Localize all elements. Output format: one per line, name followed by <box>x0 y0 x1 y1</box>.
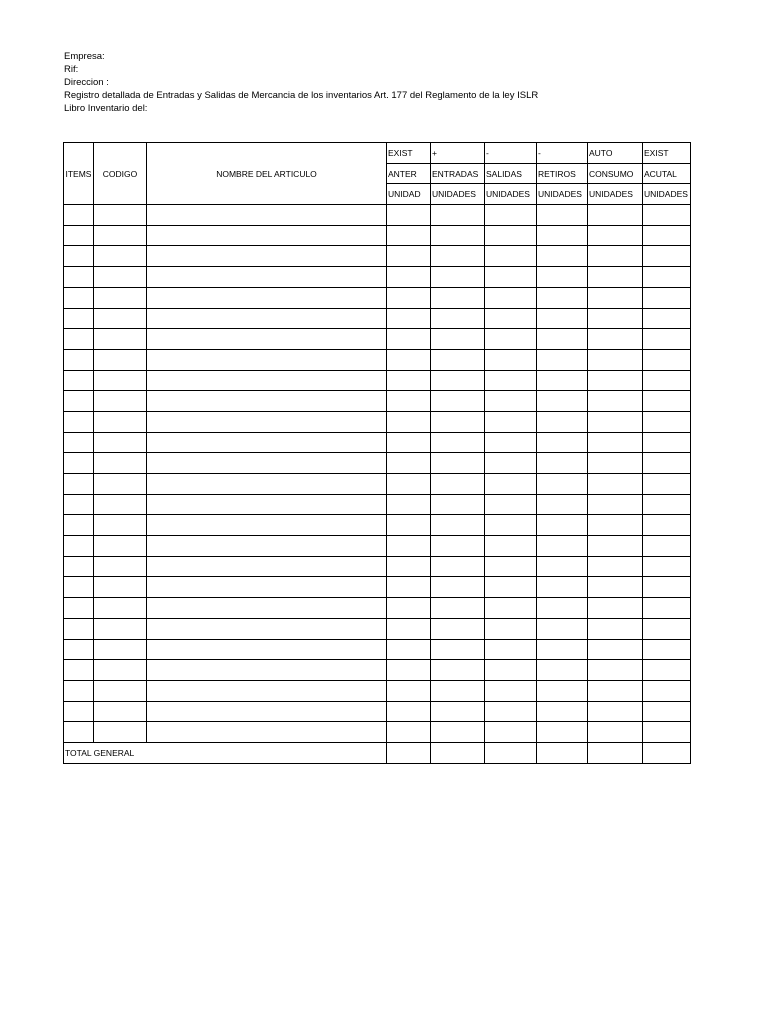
table-cell[interactable] <box>387 494 431 515</box>
table-cell[interactable] <box>485 411 537 432</box>
table-cell[interactable] <box>64 556 94 577</box>
table-cell[interactable] <box>387 391 431 412</box>
table-cell[interactable] <box>485 453 537 474</box>
table-cell[interactable] <box>147 308 387 329</box>
table-cell[interactable] <box>387 205 431 226</box>
table-cell[interactable] <box>643 536 691 557</box>
entradas-header-1: + <box>431 143 485 164</box>
codigo-header: CODIGO <box>94 143 147 205</box>
table-cell[interactable] <box>588 308 643 329</box>
registro-line: Registro detallada de Entradas y Salidas de Mercancia de los inventarios Art. 177 del Reglamento de la ley ISLR <box>64 90 539 101</box>
table-cell[interactable] <box>431 556 485 577</box>
table-cell[interactable] <box>147 287 387 308</box>
table-cell[interactable] <box>94 680 147 701</box>
table-cell[interactable] <box>94 701 147 722</box>
table-cell[interactable] <box>485 205 537 226</box>
table-cell[interactable] <box>485 329 537 350</box>
table-cell[interactable] <box>537 536 588 557</box>
table-row <box>64 370 691 391</box>
table-row <box>64 618 691 639</box>
table-cell[interactable] <box>147 556 387 577</box>
table-cell[interactable] <box>588 267 643 288</box>
table-cell[interactable] <box>485 701 537 722</box>
table-cell[interactable] <box>485 577 537 598</box>
table-cell[interactable] <box>431 577 485 598</box>
table-row <box>64 391 691 412</box>
table-cell[interactable] <box>537 639 588 660</box>
exist-actual-header-3: UNIDADES <box>643 184 691 205</box>
table-cell[interactable] <box>643 287 691 308</box>
retiros-header-3: UNIDADES <box>537 184 588 205</box>
table-cell[interactable] <box>643 660 691 681</box>
table-cell[interactable] <box>588 370 643 391</box>
table-cell[interactable] <box>431 453 485 474</box>
table-cell[interactable] <box>147 660 387 681</box>
table-cell[interactable] <box>147 205 387 226</box>
document-header <box>64 50 538 115</box>
table-cell[interactable] <box>94 515 147 536</box>
table-row <box>64 267 691 288</box>
table-cell[interactable] <box>94 474 147 495</box>
table-cell[interactable] <box>643 349 691 370</box>
table-cell[interactable] <box>588 225 643 246</box>
table-cell[interactable] <box>431 205 485 226</box>
table-row <box>64 556 691 577</box>
table-cell[interactable] <box>537 308 588 329</box>
table-row <box>64 474 691 495</box>
table-row <box>64 639 691 660</box>
table-cell[interactable] <box>537 618 588 639</box>
table-cell[interactable] <box>537 701 588 722</box>
table-cell[interactable] <box>485 556 537 577</box>
table-cell[interactable] <box>588 246 643 267</box>
table-cell[interactable] <box>588 639 643 660</box>
table-cell[interactable] <box>588 432 643 453</box>
table-cell[interactable] <box>64 329 94 350</box>
table-cell[interactable] <box>643 308 691 329</box>
table-cell[interactable] <box>387 453 431 474</box>
table-cell[interactable] <box>588 556 643 577</box>
table-cell[interactable] <box>537 474 588 495</box>
table-cell[interactable] <box>431 308 485 329</box>
table-row <box>64 349 691 370</box>
table-cell[interactable] <box>147 329 387 350</box>
table-cell[interactable] <box>64 722 94 743</box>
table-cell[interactable] <box>643 618 691 639</box>
table-cell[interactable] <box>643 267 691 288</box>
table-cell[interactable] <box>387 432 431 453</box>
table-cell[interactable] <box>94 639 147 660</box>
table-cell[interactable] <box>643 205 691 226</box>
header-row-1 <box>64 143 691 164</box>
table-cell[interactable] <box>64 308 94 329</box>
table-cell[interactable] <box>485 267 537 288</box>
table-cell[interactable] <box>387 618 431 639</box>
table-cell[interactable] <box>64 411 94 432</box>
table-cell[interactable] <box>64 680 94 701</box>
table-cell[interactable] <box>387 722 431 743</box>
table-cell[interactable] <box>537 329 588 350</box>
table-cell[interactable] <box>537 411 588 432</box>
auto-consumo-header-3: UNIDADES <box>588 184 643 205</box>
table-cell[interactable] <box>588 618 643 639</box>
table-cell[interactable] <box>431 267 485 288</box>
table-cell[interactable] <box>588 411 643 432</box>
table-row <box>64 680 691 701</box>
table-cell[interactable] <box>387 329 431 350</box>
table-cell[interactable] <box>537 577 588 598</box>
inventory-table <box>63 142 691 764</box>
total-cell <box>485 742 537 763</box>
table-row <box>64 536 691 557</box>
table-cell[interactable] <box>485 349 537 370</box>
table-cell[interactable] <box>431 722 485 743</box>
table-cell[interactable] <box>643 432 691 453</box>
table-cell[interactable] <box>94 556 147 577</box>
empresa-line: Empresa: <box>64 51 105 62</box>
table-row <box>64 287 691 308</box>
table-cell[interactable] <box>588 494 643 515</box>
entradas-header-3: UNIDADES <box>431 184 485 205</box>
exist-anter-header-3: UNIDAD <box>387 184 431 205</box>
table-cell[interactable] <box>147 453 387 474</box>
table-cell[interactable] <box>387 515 431 536</box>
table-cell[interactable] <box>94 536 147 557</box>
table-cell[interactable] <box>94 577 147 598</box>
table-cell[interactable] <box>537 494 588 515</box>
table-cell[interactable] <box>94 246 147 267</box>
table-cell[interactable] <box>588 680 643 701</box>
table-cell[interactable] <box>64 660 94 681</box>
total-cell <box>537 742 588 763</box>
table-cell[interactable] <box>431 701 485 722</box>
table-cell[interactable] <box>147 225 387 246</box>
table-cell[interactable] <box>147 598 387 619</box>
table-cell[interactable] <box>588 660 643 681</box>
table-cell[interactable] <box>485 432 537 453</box>
table-cell[interactable] <box>64 246 94 267</box>
table-row <box>64 453 691 474</box>
table-cell[interactable] <box>387 474 431 495</box>
table-cell[interactable] <box>387 370 431 391</box>
table-cell[interactable] <box>387 287 431 308</box>
table-cell[interactable] <box>431 287 485 308</box>
salidas-header-3: UNIDADES <box>485 184 537 205</box>
table-cell[interactable] <box>64 474 94 495</box>
table-row <box>64 701 691 722</box>
table-cell[interactable] <box>387 225 431 246</box>
exist-anter-header-2: ANTER <box>387 163 431 184</box>
table-cell[interactable] <box>431 639 485 660</box>
table-cell[interactable] <box>387 701 431 722</box>
table-cell[interactable] <box>64 205 94 226</box>
table-cell[interactable] <box>387 598 431 619</box>
exist-anter-header-1: EXIST <box>387 143 431 164</box>
table-cell[interactable] <box>643 329 691 350</box>
table-cell[interactable] <box>588 515 643 536</box>
table-cell[interactable] <box>64 494 94 515</box>
table-cell[interactable] <box>643 225 691 246</box>
table-row <box>64 308 691 329</box>
total-cell <box>643 742 691 763</box>
table-cell[interactable] <box>537 432 588 453</box>
total-general-label: TOTAL GENERAL <box>64 742 387 763</box>
table-cell[interactable] <box>537 680 588 701</box>
table-cell[interactable] <box>94 267 147 288</box>
table-cell[interactable] <box>94 660 147 681</box>
table-cell[interactable] <box>387 536 431 557</box>
salidas-header-1: - <box>485 143 537 164</box>
salidas-header-2: SALIDAS <box>485 163 537 184</box>
table-cell[interactable] <box>485 680 537 701</box>
table-cell[interactable] <box>643 598 691 619</box>
table-row <box>64 722 691 743</box>
table-row <box>64 205 691 226</box>
table-cell[interactable] <box>588 391 643 412</box>
table-cell[interactable] <box>643 474 691 495</box>
retiros-header-2: RETIROS <box>537 163 588 184</box>
libro-inventario-line: Libro Inventario del: <box>64 103 148 114</box>
table-cell[interactable] <box>431 329 485 350</box>
table-cell[interactable] <box>94 205 147 226</box>
table-cell[interactable] <box>94 349 147 370</box>
table-cell[interactable] <box>537 287 588 308</box>
table-cell[interactable] <box>485 722 537 743</box>
table-cell[interactable] <box>387 577 431 598</box>
table-cell[interactable] <box>537 349 588 370</box>
table-cell[interactable] <box>94 618 147 639</box>
table-cell[interactable] <box>387 246 431 267</box>
table-cell[interactable] <box>64 349 94 370</box>
table-cell[interactable] <box>588 722 643 743</box>
table-cell[interactable] <box>147 701 387 722</box>
table-cell[interactable] <box>643 411 691 432</box>
table-cell[interactable] <box>485 474 537 495</box>
table-cell[interactable] <box>94 722 147 743</box>
table-row <box>64 494 691 515</box>
table-cell[interactable] <box>387 267 431 288</box>
table-cell[interactable] <box>485 639 537 660</box>
table-cell[interactable] <box>64 370 94 391</box>
table-cell[interactable] <box>537 246 588 267</box>
table-cell[interactable] <box>485 618 537 639</box>
table-cell[interactable] <box>64 453 94 474</box>
table-cell[interactable] <box>387 680 431 701</box>
table-cell[interactable] <box>485 246 537 267</box>
table-cell[interactable] <box>588 598 643 619</box>
table-cell[interactable] <box>94 494 147 515</box>
table-cell[interactable] <box>431 515 485 536</box>
table-cell[interactable] <box>537 453 588 474</box>
table-cell[interactable] <box>64 577 94 598</box>
table-cell[interactable] <box>431 246 485 267</box>
table-cell[interactable] <box>387 660 431 681</box>
table-cell[interactable] <box>643 494 691 515</box>
table-cell[interactable] <box>431 660 485 681</box>
table-cell[interactable] <box>64 515 94 536</box>
total-row <box>64 742 691 763</box>
table-cell[interactable] <box>643 453 691 474</box>
table-cell[interactable] <box>147 680 387 701</box>
table-row <box>64 660 691 681</box>
table-cell[interactable] <box>147 246 387 267</box>
table-cell[interactable] <box>643 722 691 743</box>
table-cell[interactable] <box>94 598 147 619</box>
table-cell[interactable] <box>64 639 94 660</box>
table-cell[interactable] <box>431 225 485 246</box>
table-cell[interactable] <box>588 329 643 350</box>
table-cell[interactable] <box>431 536 485 557</box>
table-cell[interactable] <box>147 618 387 639</box>
table-cell[interactable] <box>485 660 537 681</box>
table-row <box>64 225 691 246</box>
exist-actual-header-1: EXIST <box>643 143 691 164</box>
table-cell[interactable] <box>485 370 537 391</box>
table-cell[interactable] <box>537 598 588 619</box>
table-cell[interactable] <box>485 515 537 536</box>
table-cell[interactable] <box>387 308 431 329</box>
table-row <box>64 432 691 453</box>
table-cell[interactable] <box>431 474 485 495</box>
table-cell[interactable] <box>64 598 94 619</box>
table-cell[interactable] <box>537 391 588 412</box>
table-cell[interactable] <box>537 267 588 288</box>
table-cell[interactable] <box>588 453 643 474</box>
table-cell[interactable] <box>94 453 147 474</box>
table-cell[interactable] <box>537 370 588 391</box>
table-cell[interactable] <box>537 722 588 743</box>
table-cell[interactable] <box>588 205 643 226</box>
auto-consumo-header-1: AUTO <box>588 143 643 164</box>
table-cell[interactable] <box>485 494 537 515</box>
table-cell[interactable] <box>147 577 387 598</box>
table-cell[interactable] <box>588 701 643 722</box>
table-cell[interactable] <box>64 287 94 308</box>
table-cell[interactable] <box>431 618 485 639</box>
table-cell[interactable] <box>147 722 387 743</box>
table-cell[interactable] <box>147 536 387 557</box>
table-cell[interactable] <box>147 370 387 391</box>
table-cell[interactable] <box>94 308 147 329</box>
table-cell[interactable] <box>387 411 431 432</box>
table-cell[interactable] <box>588 287 643 308</box>
entradas-header-2: ENTRADAS <box>431 163 485 184</box>
table-row <box>64 329 691 350</box>
table-cell[interactable] <box>94 370 147 391</box>
table-cell[interactable] <box>643 639 691 660</box>
table-cell[interactable] <box>431 432 485 453</box>
table-cell[interactable] <box>431 598 485 619</box>
table-row <box>64 411 691 432</box>
table-cell[interactable] <box>147 432 387 453</box>
table-cell[interactable] <box>643 680 691 701</box>
table-cell[interactable] <box>147 494 387 515</box>
table-cell[interactable] <box>431 349 485 370</box>
table-cell[interactable] <box>94 225 147 246</box>
table-cell[interactable] <box>431 391 485 412</box>
table-cell[interactable] <box>64 225 94 246</box>
table-cell[interactable] <box>94 391 147 412</box>
table-cell[interactable] <box>387 639 431 660</box>
table-cell[interactable] <box>147 267 387 288</box>
table-row <box>64 577 691 598</box>
table-cell[interactable] <box>147 515 387 536</box>
table-cell[interactable] <box>147 639 387 660</box>
table-cell[interactable] <box>94 432 147 453</box>
table-cell[interactable] <box>64 432 94 453</box>
table-cell[interactable] <box>431 494 485 515</box>
table-row <box>64 246 691 267</box>
table-cell[interactable] <box>643 515 691 536</box>
total-cell <box>588 742 643 763</box>
table-cell[interactable] <box>64 536 94 557</box>
table-cell[interactable] <box>64 618 94 639</box>
total-cell <box>431 742 485 763</box>
table-cell[interactable] <box>588 536 643 557</box>
table-cell[interactable] <box>147 474 387 495</box>
table-cell[interactable] <box>431 370 485 391</box>
table-row <box>64 515 691 536</box>
table-cell[interactable] <box>643 370 691 391</box>
table-cell[interactable] <box>94 329 147 350</box>
auto-consumo-header-2: CONSUMO <box>588 163 643 184</box>
rif-line: Rif: <box>64 64 79 75</box>
table-cell[interactable] <box>485 391 537 412</box>
retiros-header-1: - <box>537 143 588 164</box>
table-cell[interactable] <box>537 515 588 536</box>
table-cell[interactable] <box>485 287 537 308</box>
table-cell[interactable] <box>64 701 94 722</box>
table-cell[interactable] <box>643 701 691 722</box>
table-cell[interactable] <box>431 411 485 432</box>
table-cell[interactable] <box>588 474 643 495</box>
table-cell[interactable] <box>94 411 147 432</box>
table-cell[interactable] <box>537 556 588 577</box>
table-cell[interactable] <box>64 391 94 412</box>
table-cell[interactable] <box>485 225 537 246</box>
table-cell[interactable] <box>431 680 485 701</box>
table-cell[interactable] <box>537 660 588 681</box>
exist-actual-header-2: ACUTAL <box>643 163 691 184</box>
table-cell[interactable] <box>643 556 691 577</box>
items-header: ITEMS <box>64 143 94 205</box>
table-cell[interactable] <box>643 246 691 267</box>
table-row <box>64 598 691 619</box>
table-cell[interactable] <box>537 225 588 246</box>
table-cell[interactable] <box>485 536 537 557</box>
nombre-articulo-header: NOMBRE DEL ARTICULO <box>147 143 387 205</box>
table-cell[interactable] <box>387 556 431 577</box>
table-cell[interactable] <box>94 287 147 308</box>
table-cell[interactable] <box>588 349 643 370</box>
table-cell[interactable] <box>64 267 94 288</box>
table-cell[interactable] <box>643 391 691 412</box>
table-cell[interactable] <box>147 349 387 370</box>
table-cell[interactable] <box>387 349 431 370</box>
total-cell <box>387 742 431 763</box>
table-cell[interactable] <box>643 577 691 598</box>
table-cell[interactable] <box>147 411 387 432</box>
table-cell[interactable] <box>537 205 588 226</box>
table-cell[interactable] <box>147 391 387 412</box>
table-cell[interactable] <box>485 308 537 329</box>
table-cell[interactable] <box>588 577 643 598</box>
table-cell[interactable] <box>485 598 537 619</box>
direccion-line: Direccion : <box>64 77 109 88</box>
